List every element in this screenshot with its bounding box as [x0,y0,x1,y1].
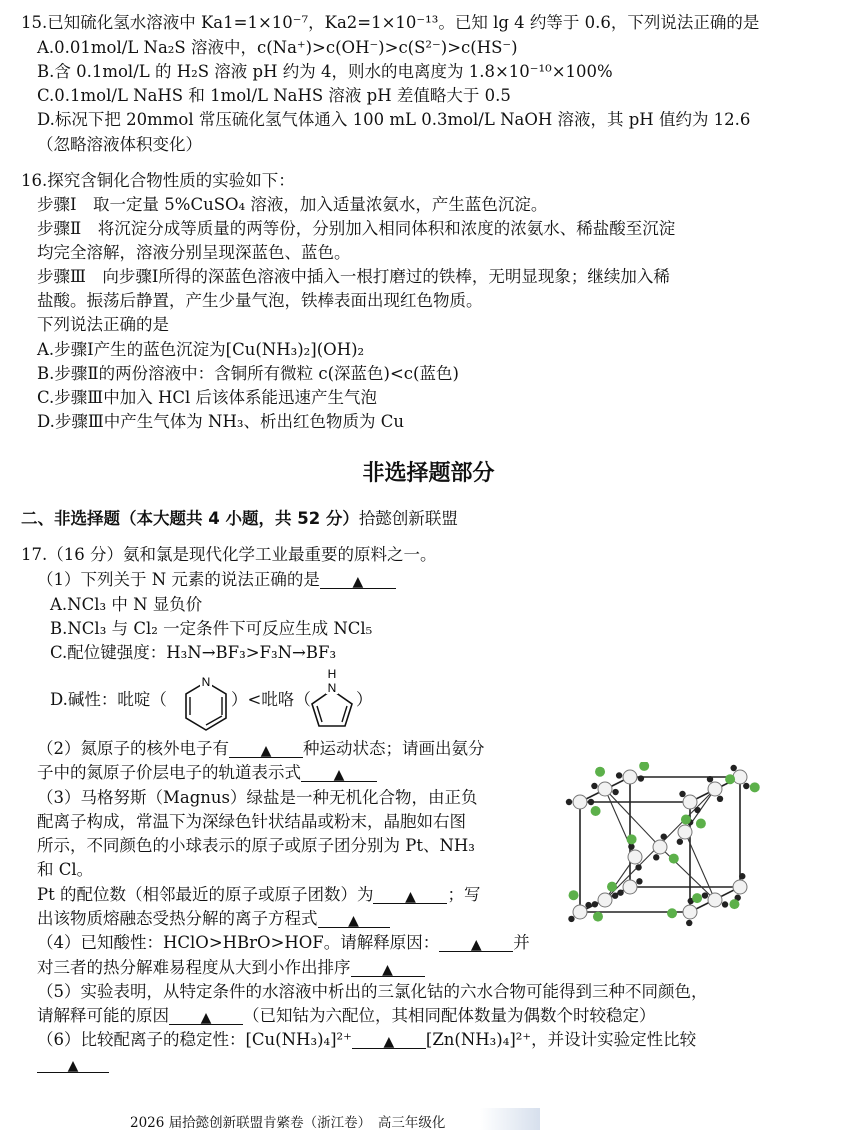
nh3-group [653,854,659,860]
nh3-group [616,772,622,778]
answer-blank[interactable] [352,1030,426,1049]
q17-part4-text: （4）已知酸性：HClO>HBrO>HOF。请解释原因： [37,933,440,952]
q17-part5-cont-tail: （已知钴为六配位，其相同配体数量为偶数个时较稳定） [243,1006,656,1025]
blank-marker: ▲ [470,937,482,953]
q17-part2-cont [37,762,377,784]
q15-option-c: C.0.1mol/L NaHS 和 1mol/L NaHS 溶液 pH 差值略大于 0.5 [37,86,511,105]
q16-option-b: B.步骤Ⅱ的两份溶液中：含铜所有微粒 c(深蓝色)<c(蓝色) [37,364,459,383]
nh3-group [661,833,667,839]
pyridine-n-atom: N [201,675,211,689]
pt-atom [733,770,747,784]
q17-part1-option-a: A.NCl₃ 中 N 显负价 [50,595,203,614]
section-title: 非选择题部分 [362,461,495,486]
q17-part5: （5）实验表明，从特定条件的水溶液中析出的三氯化钴的六水合物可能得到三种不同颜色， [37,982,708,1001]
nh3-group [679,791,685,797]
pt-atom [623,770,637,784]
nh3-group [702,892,708,898]
q16-option-d: D.步骤Ⅲ中产生气体为 NH₃、析出红色物质为 Cu [37,412,404,431]
nh3-group [612,789,618,795]
nh3-group [628,843,634,849]
answer-blank[interactable] [373,885,447,904]
cl-atom [667,908,677,918]
nh3-group [636,878,642,884]
blank-marker: ▲ [383,1034,395,1050]
pyrrole-h-atom: H [327,667,337,681]
q17-stem: 17.（16 分）氨和氯是现代化学工业最重要的原料之一。 [21,545,437,564]
q16-step1: 步骤Ⅰ 取一定量 5%CuSO₄ 溶液，加入适量浓氨水，产生蓝色沉淀。 [37,195,548,214]
q17-part3-line6-text: 出该物质熔融态受热分解的离子方程式 [37,909,318,928]
q17-part6-text: （6）比较配离子的稳定性：[Cu(NH₃)₄]²⁺ [37,1030,352,1049]
blank-marker: ▲ [333,767,345,783]
q17-part4-cont [37,957,425,979]
blank-marker: ▲ [348,913,359,929]
q17-part2-text: （2）氮原子的核外电子有 [37,739,229,758]
answer-blank[interactable] [318,909,390,928]
part2-heading-text: 二、非选择题（本大题共 4 小题，共 52 分） [21,509,359,528]
cl-atom [681,815,691,825]
nh3-group [707,776,713,782]
cell-bond [660,847,715,900]
nh3-group [612,893,618,899]
cl-atom [569,890,579,900]
q17-part1-option-d-pre: D.碱性：吡啶（ [50,690,167,709]
cl-atom [729,899,739,909]
nh3-group [677,839,683,845]
blank-marker: ▲ [405,889,416,905]
blank-marker: ▲ [382,962,393,978]
q16-option-c: C.步骤Ⅲ中加入 HCl 后该体系能迅速产生气泡 [37,388,377,407]
q17-part3-line5-text: Pt 的配位数（相邻最近的原子或原子团数）为 [37,885,374,904]
q17-part1-option-d-end: ） [356,690,373,709]
cl-atom [591,806,601,816]
q17-part3-line3: 所示，不同颜色的小球表示的原子或原子团分别为 Pt、NH₃ [37,836,475,855]
q17-part1 [37,569,396,591]
nh3-group [694,807,700,813]
q17-part3-line5-tail: ；写 [447,885,481,904]
pyrrole-structure [302,666,360,736]
pt-atom [653,840,667,854]
q16-ask: 下列说法正确的是 [37,315,169,334]
cl-atom [593,912,603,922]
q17-part5-cont [37,1005,656,1027]
cl-atom [607,882,617,892]
pt-atom [628,850,642,864]
nh3-group [638,775,644,781]
nh3-group [568,916,574,922]
q16-step2: 步骤Ⅱ 将沉淀分成等质量的两等份，分别加入相同体积和浓度的浓氨水、稀盐酸至沉淀 [37,219,676,238]
pt-atom [573,905,587,919]
q16-step2-cont: 均完全溶解，溶液分别呈现深蓝色、蓝色。 [37,243,351,262]
answer-blank[interactable] [169,1006,243,1025]
pt-atom [623,880,637,894]
q17-part6 [37,1029,696,1051]
pt-atom [573,795,587,809]
part2-heading [21,508,458,530]
q17-part2-text-2: 种运动状态；请画出氨分 [303,739,485,758]
answer-blank[interactable] [301,763,377,782]
pt-atom [708,893,722,907]
q15-option-d: D.标况下把 20mmol 常压硫化氢气体通入 100 mL 0.3mol/L NaOH 溶液，其 pH 值约为 12.6 [37,110,751,129]
cl-atom [639,762,649,771]
blank-marker: ▲ [67,1058,79,1074]
part2-heading-tail: 拾懿创新联盟 [358,509,458,528]
q17-part2 [37,738,485,760]
page-footer: 2026 届拾懿创新联盟肯綮卷（浙江卷） 高三年级化 [130,1115,446,1131]
pt-atom [598,893,612,907]
q16-step3-cont: 盐酸。振荡后静置，产生少量气泡，铁棒表面出现红色物质。 [37,291,483,310]
q17-part4 [37,932,530,954]
q17-part6-tail: [Zn(NH₃)₄]²⁺，并设计实验定性比较 [425,1030,697,1049]
answer-blank[interactable] [320,570,396,589]
q15-option-b: B.含 0.1mol/L 的 H₂S 溶液 pH 约为 4，则水的电离度为 1.8×10⁻¹⁰×100% [37,62,613,81]
nh3-group [722,901,728,907]
nh3-group [617,889,623,895]
cl-atom [627,834,637,844]
q17-part3-line5 [37,884,480,906]
q17-part1-option-c: C.配位键强度：H₃N→BF₃>F₃N→BF₃ [50,643,337,662]
pt-atom [598,782,612,796]
q17-part3-line4: 和 Cl。 [37,860,94,879]
blank-marker: ▲ [260,743,272,759]
q16-option-a: A.步骤Ⅰ产生的蓝色沉淀为[Cu(NH₃)₂](OH)₂ [37,340,365,359]
answer-blank[interactable] [229,739,303,758]
blank-marker: ▲ [200,1010,212,1026]
q15-stem: 15.已知硫化氢水溶液中 Ka1=1×10⁻⁷，Ka2=1×10⁻¹³。已知 lg 4 约等于 0.6，下列说法正确的是 [21,13,760,32]
q16-step3: 步骤Ⅲ 向步骤Ⅰ所得的深蓝色溶液中插入一根打磨过的铁棒，无明显现象；继续加入稀 [37,267,670,286]
nh3-group [730,765,736,771]
nh3-group [743,783,749,789]
nh3-group [591,783,597,789]
pyrrole-n-atom: N [327,681,337,695]
pt-atom [683,795,697,809]
cl-atom [595,767,605,777]
cl-atom [725,774,735,784]
magnus-salt-unit-cell-figure [540,762,780,937]
answer-blank[interactable] [37,1054,109,1073]
q17-part1-option-b: B.NCl₃ 与 Cl₂ 一定条件下可反应生成 NCl₅ [50,619,373,638]
answer-blank[interactable] [439,933,513,952]
nh3-group [588,799,594,805]
blank-marker: ▲ [352,574,364,590]
answer-blank[interactable] [351,958,425,977]
cl-atom [750,782,760,792]
pt-atom [708,782,722,796]
q17-part3-line2: 配离子构成，常温下为深绿色针状结晶或粉末，晶胞如右图 [37,812,466,831]
q15-option-d-note: （忽略溶液体积变化） [37,135,202,154]
nh3-group [739,873,745,879]
cl-atom [669,854,679,864]
nh3-group [686,920,692,926]
footer-fade-overlay [480,1108,540,1130]
pyridine-double-bond [206,716,222,725]
q17-part3-line1: （3）马格努斯（Magnus）绿盐是一种无机化合物，由正负 [37,788,478,807]
q17-part5-cont-text: 请解释可能的原因 [37,1006,169,1025]
q17-part1-option-d-mid: ）<吡咯（ [231,690,311,709]
pt-atom [733,880,747,894]
q17-part4-tail: 并 [513,933,530,952]
nh3-group [566,799,572,805]
q15-option-a: A.0.01mol/L Na₂S 溶液中，c(Na⁺)>c(OH⁻)>c(S²⁻)>c(HS⁻) [37,38,518,57]
q17-part2-cont-text: 子中的氮原子价层电子的轨道表示式 [37,763,301,782]
cl-atom [696,819,706,829]
nh3-group [717,796,723,802]
nh3-group [635,864,641,870]
nh3-group [592,901,598,907]
q16-stem: 16.探究含铜化合物性质的实验如下： [21,171,295,190]
cl-atom [692,893,702,903]
pyridine-structure [176,668,238,736]
pt-atom [683,905,697,919]
nh3-group [585,902,591,908]
q17-part1-text: （1）下列关于 N 元素的说法正确的是 [37,570,320,589]
pyridine-ring [186,682,226,730]
pt-atom [678,825,692,839]
q17-part3-line6 [37,908,390,930]
q17-part4-cont-text: 对三者的热分解难易程度从大到小作出排序 [37,958,351,977]
q17-part6-cont [37,1053,109,1075]
